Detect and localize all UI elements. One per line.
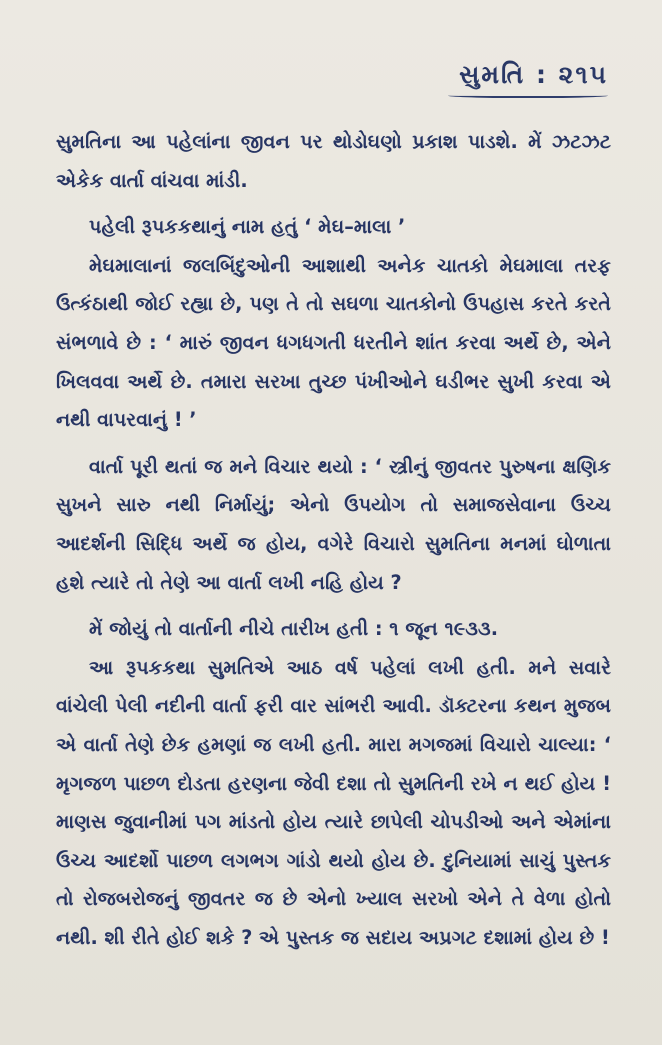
running-title: સુમતિ : ૨૧૫ [459,60,608,89]
page-header [448,60,608,98]
paragraph-6: આ રૂપકકથા સુમતિએ આઠ વર્ષ પહેલાં લખી હતી. મને સવારે વાંચેલી પેલી નદીની વાર્તા ફરી વાર સાંભરી આવી. ડૉક્ટરના કથન મુજબ એ વાર્તા તેણે છેક હમણાં જ લખી હતી. મારા મગજમાં વિચારો ચાલ્યા: ‘ મૃગજળ પાછળ દોડતા હરણના જેવી દશા તો સુમતિની રખે ન થઈ હોય ! માણસ જુવાનીમાં પગ માંડતો હોય ત્યારે છાપેલી ચોપડીઓ અને એમાંના ઉચ્ચ આદર્શો પાછળ લગભગ ગાંડો થયો હોય છે. દુનિયામાં સાચું પુસ્તક તો રોજબરોજનું જીવતર જ છે એનો ખ્યાલ સરખો એને તે વેળા હોતો નથી. શી રીતે હોઈ શકે ? એ પુસ્તક જ સદાય અપ્રગટ દશામાં હોય છે ! [56,655,611,949]
paragraph-5-date: મેં જોયું તો વાર્તાની નીચે તારીખ હતી : ૧ જૂન ૧૯૩૩. [89,617,499,641]
paragraph-3: મેઘમાલાનાં જલબિંદુઓની આશાથી અનેક ચાતકો મેઘમાલા તરફ ઉત્કંઠાથી જોઈ રહ્યા છે, પણ તે તો સઘળા ચાતકોનો ઉપહાસ કરતે કરતે સંભળાવે છે : ‘ મારું જીવન ધગધગતી ધરતીને શાંત કરવા અર્થે છે, એને ખિલવવા અર્થે છે. તમારા સરખા તુચ્છ પંખીઓને ઘડીભર સુખી કરવા એ નથી વાપરવાનું ! ’ [56,253,611,432]
header-underline [448,92,608,98]
paragraph-2-story-title: પહેલી રૂપકકથાનું નામ હતું ‘ મેઘ–માલા ’ [89,215,406,239]
body-text [56,123,611,957]
paragraph-1: સુમતિના આ પહેલાંના જીવન પર થોડોઘણો પ્રકાશ પાડશે. મેં ઝટઝટ એકેક વાર્તા વાંચવા માંડી. [56,130,611,192]
paragraph-4: વાર્તા પૂરી થતાં જ મને વિચાર થયો : ‘ સ્ત્રીનું જીવતર પુરુષના ક્ષણિક સુખને સારુ નથી નિર્માયું; એનો ઉપયોગ તો સમાજસેવાના ઉચ્ચ આદર્શની સિદ્ધિ અર્થે જ હોય, વગેરે વિચારો સુમતિના મનમાં ઘોળાતા હશે ત્યારે તો તેણે આ વાર્તા લખી નહિ હોય ? [56,454,611,594]
